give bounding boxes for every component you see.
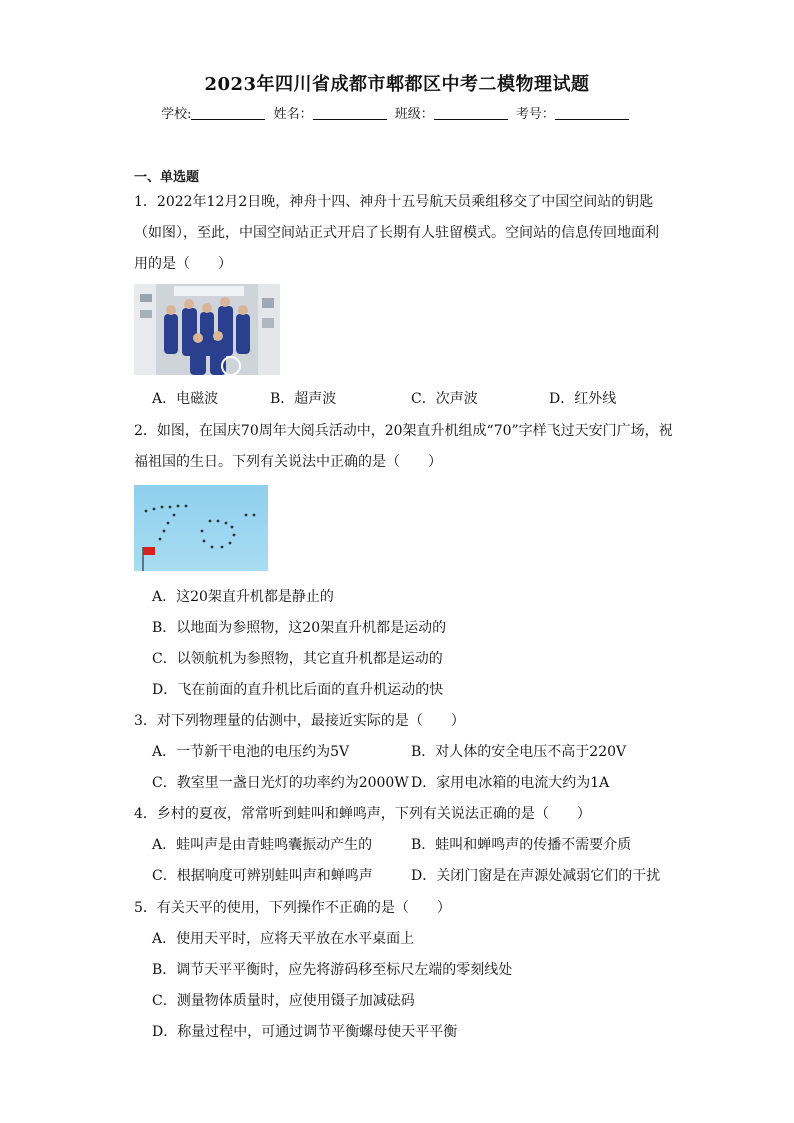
q4-option-a: A．蛙叫声是由青蛙鸣囊振动产生的 [152, 837, 373, 853]
number-label: 考号： [515, 107, 555, 122]
class-label: 班级： [394, 107, 434, 122]
question-5-line-1: 5．有关天平的使用，下列操作不正确的是（ ） [134, 900, 451, 916]
astronauts-illustration [134, 284, 280, 375]
question-2-line-2: 福祖国的生日。下列有关说法中正确的是（ ） [134, 454, 442, 470]
q2-option-d: D．飞在前面的直升机比后面的直升机运动的快 [152, 682, 444, 698]
name-blank[interactable] [313, 106, 387, 120]
q5-option-a: A．使用天平时，应将天平放在水平桌面上 [152, 931, 415, 947]
q3-option-c: C．教室里一盏日光灯的功率约为2000W [152, 775, 409, 791]
q4-option-c: C．根据响度可辨别蛙叫声和蝉鸣声 [152, 868, 373, 884]
student-info-line [0, 103, 794, 122]
q1-option-b: B．超声波 [270, 391, 337, 407]
q1-option-d: D．红外线 [549, 391, 617, 407]
q5-option-b: B．调节天平平衡时，应先将游码移至标尺左端的零刻线处 [152, 962, 513, 978]
helicopter-formation-image [134, 485, 268, 571]
q4-option-d: D．关闭门窗是在声源处减弱它们的干扰 [411, 868, 661, 884]
q2-option-b: B．以地面为参照物，这20架直升机都是运动的 [152, 620, 447, 636]
space-station-astronauts-image [134, 284, 280, 375]
q2-option-c: C．以领航机为参照物，其它直升机都是运动的 [152, 651, 443, 667]
school-blank[interactable] [191, 106, 265, 120]
name-label: 姓名： [273, 107, 313, 122]
q2-option-a: A．这20架直升机都是静止的 [152, 589, 334, 605]
page-title: 2023年四川省成都市郫都区中考二模物理试题 [204, 74, 590, 95]
question-2-line-1: 2．如图，在国庆70周年大阅兵活动中，20架直升机组成“70”字样飞过天安门广场，祝 [134, 423, 673, 439]
class-blank[interactable] [434, 106, 508, 120]
question-4-line-1: 4．乡村的夏夜，常常听到蛙叫和蝉鸣声，下列有关说法正确的是（ ） [134, 806, 591, 822]
question-1-line-2: （如图），至此，中国空间站正式开启了长期有人驻留模式。空间站的信息传回地面利 [134, 225, 659, 241]
school-label: 学校: [161, 107, 192, 122]
q3-option-a: A．一节新干电池的电压约为5V [152, 744, 350, 760]
q3-option-d: D．家用电冰箱的电流大约为1A [411, 775, 610, 791]
section-title: 一、单选题 [134, 170, 200, 185]
q4-option-b: B．蛙叫和蝉鸣声的传播不需要介质 [411, 837, 632, 853]
question-1-line-3: 用的是（ ） [134, 256, 232, 272]
helicopter-formation-illustration [134, 485, 268, 571]
q1-option-a: A．电磁波 [152, 391, 219, 407]
question-1-line-1: 1．2022年12月2日晚，神舟十四、神舟十五号航天员乘组移交了中国空间站的钥匙 [134, 194, 654, 210]
number-blank[interactable] [555, 106, 629, 120]
q5-option-d: D．称量过程中，可通过调节平衡螺母使天平平衡 [152, 1024, 458, 1040]
q5-option-c: C．测量物体质量时，应使用镊子加减砝码 [152, 993, 415, 1009]
question-3-line-1: 3．对下列物理量的估测中，最接近实际的是（ ） [134, 713, 465, 729]
q3-option-b: B．对人体的安全电压不高于220V [411, 744, 627, 760]
q1-option-c: C．次声波 [411, 391, 478, 407]
